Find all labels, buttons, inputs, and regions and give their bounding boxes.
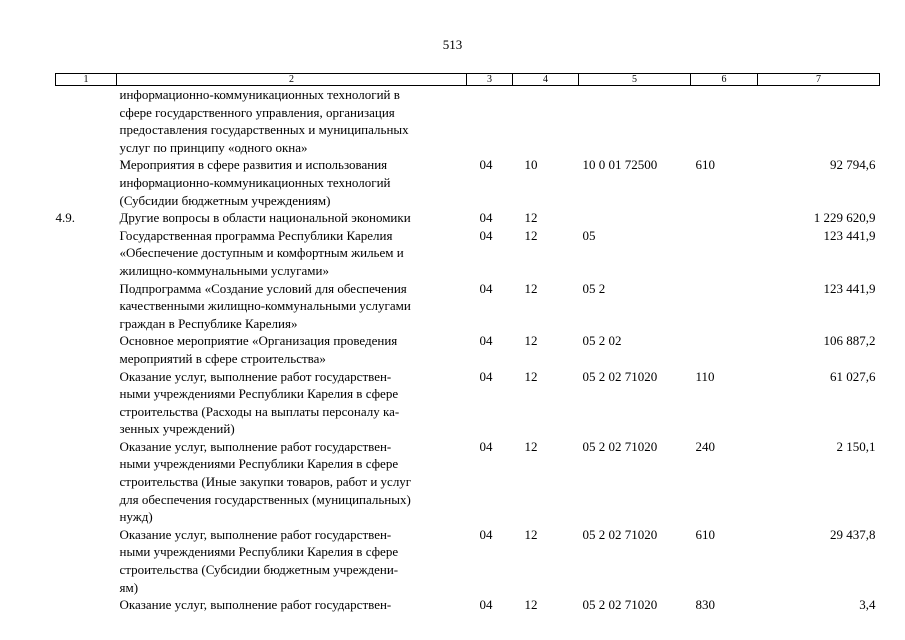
row-expense-type: 610: [695, 526, 715, 542]
row-podrazdel: 12: [524, 526, 538, 542]
row-name: Государственная программа Республики Карелия «Обеспечение доступным и комфортным жильем и жилищно-коммунальными услугами»: [119, 227, 404, 278]
row-name: Оказание услуг, выполнение работ государствен-: [119, 597, 392, 613]
row-sum: 29 437,8: [830, 526, 876, 542]
header-col-7: 7: [758, 74, 880, 86]
row-razdel: 04: [479, 438, 493, 454]
row-podrazdel: 12: [524, 597, 538, 613]
header-col-3: 3: [467, 74, 513, 86]
row-razdel: 04: [479, 157, 493, 173]
row-sum: [758, 86, 880, 157]
row-name: Подпрограмма «Создание условий для обеспечения качественными жилищно-коммунальными услугами граждан в Республике Карелия»: [119, 280, 411, 331]
row-expense-type: [691, 332, 758, 367]
header-col-6: 6: [691, 74, 758, 86]
row-expense-type: 110: [695, 368, 715, 384]
row-sum: 2 150,1: [836, 438, 876, 454]
header-col-1: 1: [56, 74, 117, 86]
row-podrazdel: 12: [524, 438, 538, 454]
row-target-article: [579, 86, 691, 157]
row-code: [56, 280, 117, 333]
row-expense-type: 830: [695, 597, 715, 613]
table-row: [56, 86, 880, 157]
row-code: [56, 332, 117, 367]
row-sum: 61 027,6: [830, 368, 876, 384]
row-code: [56, 227, 117, 280]
row-sum: 1 229 620,9: [813, 210, 876, 226]
row-razdel: 04: [479, 597, 493, 613]
row-expense-type: [691, 280, 758, 333]
table-row: [56, 156, 880, 209]
row-target-article: 10 0 01 72500: [582, 157, 658, 173]
row-name: информационно-коммуникационных технологий в сфере государственного управления, организация предоставления государственных и муниципальных услуг по принципу «одного окна»: [119, 87, 409, 155]
row-code: [56, 368, 117, 438]
row-code: [56, 156, 117, 209]
row-target-article: 05 2 02 71020: [582, 526, 658, 542]
header-col-2: 2: [117, 74, 467, 86]
row-code: [56, 526, 117, 596]
header-col-4: 4: [513, 74, 579, 86]
row-sum: 92 794,6: [830, 157, 876, 173]
row-target-article: 05 2 02 71020: [582, 597, 658, 613]
row-name: Оказание услуг, выполнение работ государствен- ными учреждениями Республики Карелия в сфере строительства (Расходы на выплаты персоналу ка- зенных учреждений): [119, 368, 400, 437]
row-sum: 123 441,9: [823, 280, 876, 296]
row-expense-type: 610: [695, 157, 715, 173]
row-target-article: 05 2 02 71020: [582, 438, 658, 454]
row-target-article: 05: [582, 227, 596, 243]
row-podrazdel: 12: [524, 333, 538, 349]
row-razdel: 04: [479, 280, 493, 296]
table-body: [56, 86, 880, 614]
row-razdel: [467, 86, 513, 157]
table-row: [56, 227, 880, 280]
table-row: [56, 438, 880, 526]
row-razdel: 04: [479, 333, 493, 349]
row-expense-type: [691, 227, 758, 280]
row-podrazdel: 12: [524, 227, 538, 243]
row-podrazdel: 12: [524, 368, 538, 384]
row-sum: 123 441,9: [823, 227, 876, 243]
row-code: [56, 596, 117, 614]
budget-table: [55, 73, 880, 614]
row-expense-type: 240: [695, 438, 715, 454]
page-number: 513: [442, 37, 463, 52]
row-expense-type: [691, 86, 758, 157]
table-row: [56, 526, 880, 596]
row-name: Оказание услуг, выполнение работ государствен- ными учреждениями Республики Карелия в сфере строительства (Субсидии бюджетным учреждени- ям): [119, 526, 399, 595]
row-sum: 3,4: [859, 597, 876, 613]
row-target-article: 05 2 02 71020: [582, 368, 658, 384]
row-name: Основное мероприятие «Организация проведения мероприятий в сфере строительства»: [119, 333, 398, 366]
table-row: [56, 596, 880, 614]
table-row: [56, 332, 880, 367]
row-target-article: 05 2 02: [582, 333, 622, 349]
header-row: [56, 74, 880, 86]
row-razdel: 04: [479, 368, 493, 384]
row-razdel: 04: [479, 210, 493, 226]
row-podrazdel: 10: [524, 157, 538, 173]
row-expense-type: [691, 209, 758, 227]
row-code: 4.9.: [55, 210, 75, 226]
row-podrazdel: 12: [524, 210, 538, 226]
row-target-article: [579, 209, 691, 227]
row-name: Мероприятия в сфере развития и использования информационно-коммуникационных технологий (Субсидии бюджетным учреждениям): [119, 157, 391, 208]
row-sum: 106 887,2: [823, 333, 876, 349]
row-name: Другие вопросы в области национальной экономики: [119, 210, 411, 226]
row-razdel: 04: [479, 526, 493, 542]
row-code: [56, 86, 117, 157]
row-code: [56, 438, 117, 526]
row-razdel: 04: [479, 227, 493, 243]
header-col-5: 5: [579, 74, 691, 86]
row-podrazdel: [513, 86, 579, 157]
table-row: [56, 280, 880, 333]
table-row: [56, 209, 880, 227]
row-podrazdel: 12: [524, 280, 538, 296]
table-row: [56, 368, 880, 438]
table-header: [56, 74, 880, 86]
row-name: Оказание услуг, выполнение работ государствен- ными учреждениями Республики Карелия в сфере строительства (Иные закупки товаров, работ и услуг для обеспечения государственных (муниципальных) нужд): [119, 438, 412, 525]
row-target-article: 05 2: [582, 280, 606, 296]
